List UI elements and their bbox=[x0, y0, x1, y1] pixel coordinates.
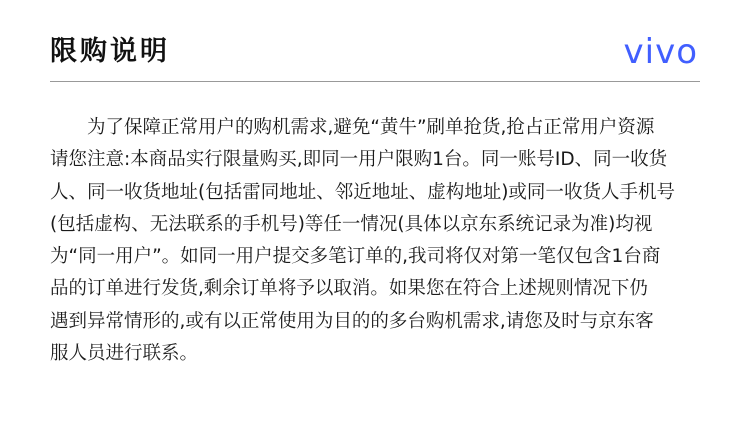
divider bbox=[50, 81, 700, 82]
policy-line: 为了保障正常用户的购机需求,避免“黄牛”刷单抢货,抢占正常用户资源 bbox=[87, 117, 655, 138]
policy-line: 品的订单进行发货,剩余订单将予以取消。如果您在符合上述规则情况下仍 bbox=[50, 278, 648, 300]
policy-line: 服人员进行联系。 bbox=[50, 343, 199, 365]
policy-line: 为“同一用户”。如同一用户提交多笔订单的,我司将仅对第一笔仅包含1台商 bbox=[50, 246, 661, 268]
policy-line: 人、同一收货地址(包括雷同地址、邻近地址、虚构地址)或同一收货人手机号 bbox=[50, 181, 675, 203]
page-title: 限购说明 bbox=[50, 36, 170, 67]
header bbox=[50, 30, 700, 78]
policy-line: (包括虚构、无法联系的手机号)等任一情况(具体以京东系统记录为准)均视 bbox=[50, 213, 653, 235]
policy-line: 请您注意:本商品实行限量购买,即同一用户限购1台。同一账号ID、同一收货 bbox=[50, 149, 668, 171]
vivo-logo: vivo bbox=[623, 32, 698, 72]
policy-text bbox=[50, 112, 700, 370]
policy-line: 遇到异常情形的,或有以正常使用为目的的多台购机需求,请您及时与京东客 bbox=[50, 310, 654, 332]
